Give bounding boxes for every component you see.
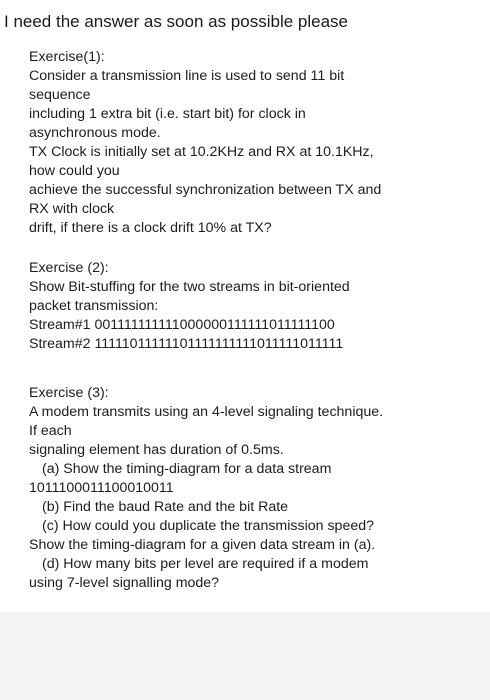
exercise1-line: how could you	[29, 163, 120, 179]
exercise1-line: TX Clock is initially set at 10.2KHz and RX at 10.1KHz,	[29, 144, 374, 160]
exercise2-line: packet transmission:	[29, 298, 159, 314]
exercise3-part-a: (a) Show the timing-diagram for a data stream	[42, 461, 332, 477]
question-header: I need the answer as soon as possible please	[4, 12, 349, 31]
exercise1-line: asynchronous mode.	[29, 125, 161, 141]
exercise1-line: achieve the successful synchronization between TX and	[29, 182, 382, 198]
exercise1-line: RX with clock	[29, 201, 115, 217]
exercise2-line: Show Bit-stuffing for the two streams in bit-oriented	[29, 279, 350, 295]
exercise2-stream2: Stream#2 11111011111101111111111011111011111	[29, 336, 344, 352]
exercise3-line: using 7-level signalling mode?	[29, 575, 220, 591]
exercise1-line: including 1 extra bit (i.e. start bit) for clock in	[29, 106, 306, 122]
exercise3-part-d: (d) How many bits per level are required if a modem	[42, 556, 369, 572]
exercise3-title: Exercise (3):	[29, 385, 109, 401]
exercise3-data-stream: 1011100011100010011	[29, 480, 174, 496]
exercise1-title: Exercise(1):	[29, 49, 105, 65]
exercise3-part-c: (c) How could you duplicate the transmission speed?	[42, 518, 374, 534]
exercise1-line: drift, if there is a clock drift 10% at TX?	[29, 220, 272, 236]
exercise3-line: signaling element has duration of 0.5ms.	[29, 442, 284, 458]
bottom-band	[0, 612, 490, 700]
exercise3-line: If each	[29, 423, 72, 439]
exercise3-line: Show the timing-diagram for a given data stream in (a).	[29, 537, 376, 553]
exercise3-line: A modem transmits using an 4-level signaling technique.	[29, 404, 384, 420]
exercise3-part-b: (b) Find the baud Rate and the bit Rate	[42, 499, 289, 515]
exercise2-title: Exercise (2):	[29, 260, 109, 276]
exercise1-line: sequence	[29, 87, 91, 103]
exercise2-stream1: Stream#1 001111111111000000111111011111100	[29, 317, 335, 333]
exercise1-line: Consider a transmission line is used to send 11 bit	[29, 68, 345, 84]
